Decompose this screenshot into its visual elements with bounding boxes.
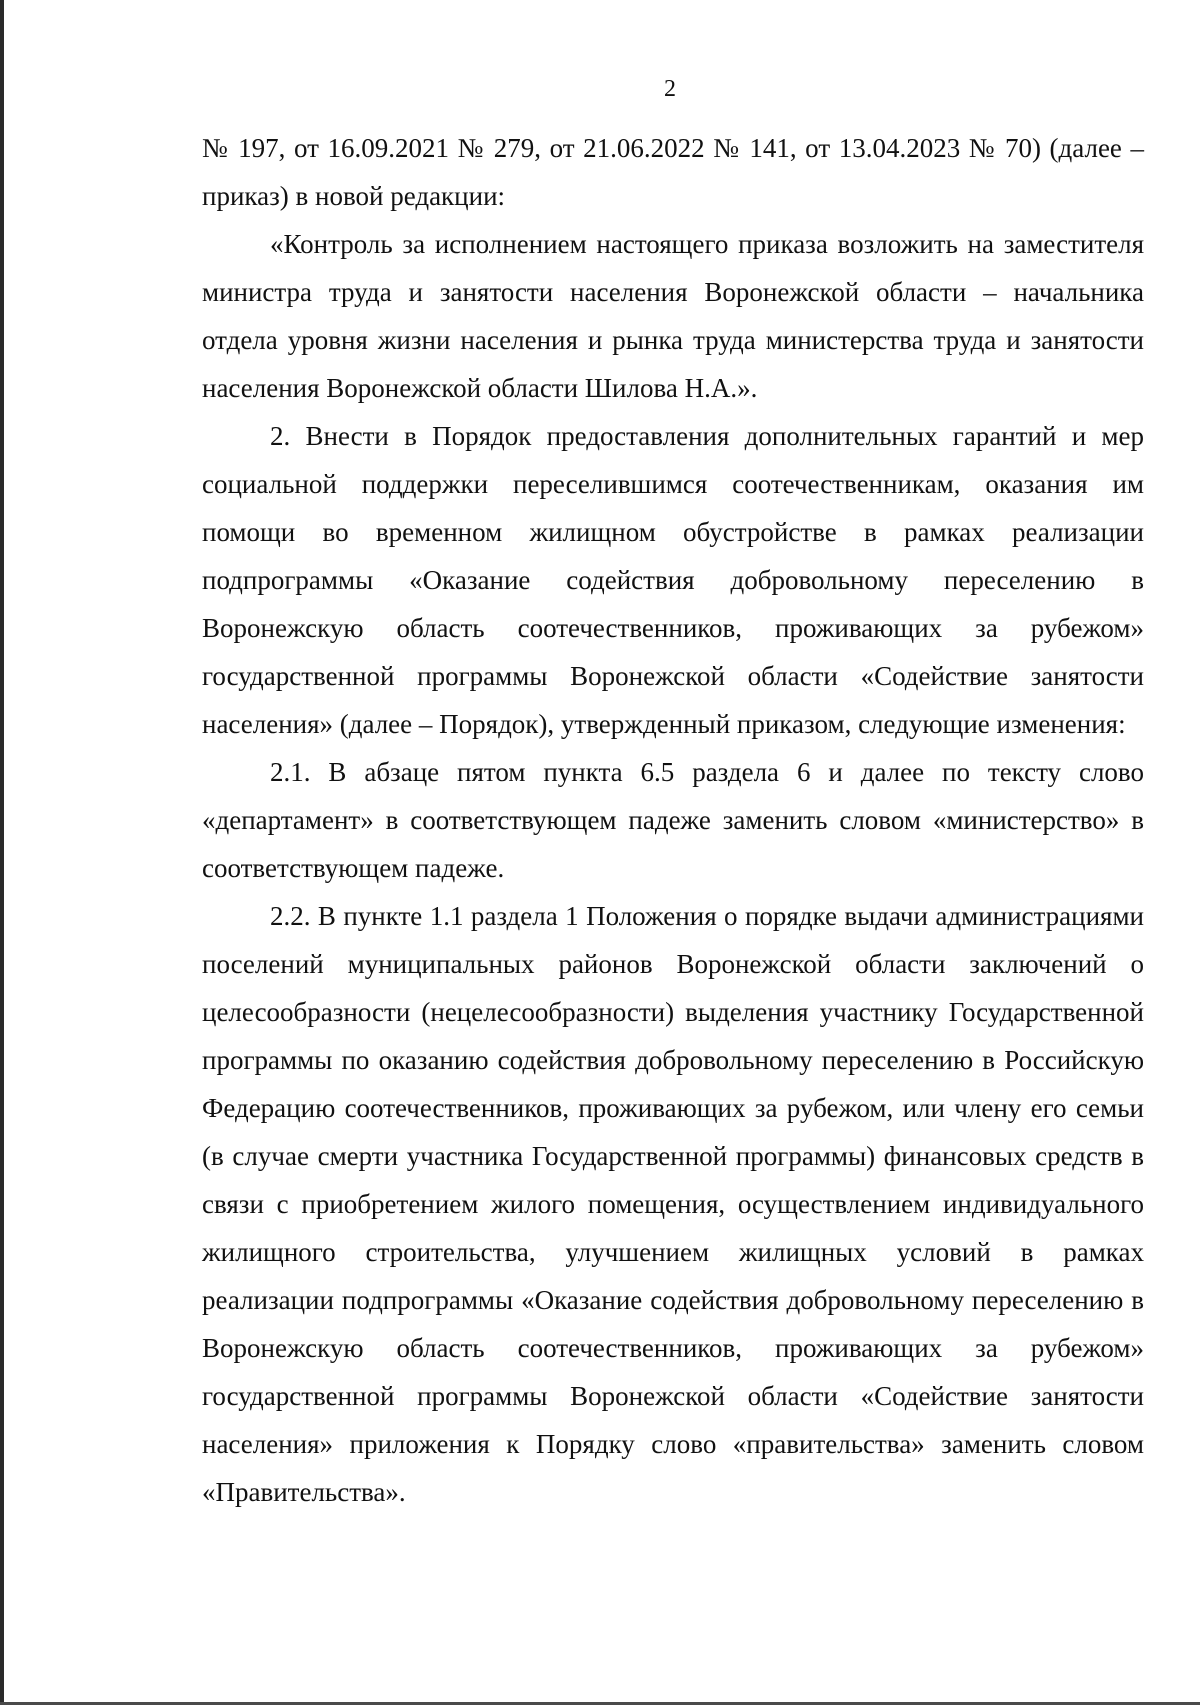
scan-edge-left <box>0 0 4 1705</box>
paragraph-control-clause: «Контроль за исполнением настоящего приказа возложить на заместителя министра труда и занятости населения Воронежской области – начальника отдела уровня жизни населения и рынка труда министерства труда и занятости населения Воронежской области Шилова Н.А.». <box>202 229 1144 403</box>
document-body <box>202 124 1144 1516</box>
page-number: 2 <box>664 76 676 102</box>
paragraph-amendment-list: № 197, от 16.09.2021 № 279, от 21.06.2022 № 141, от 13.04.2023 № 70) (далее – приказ) в новой редакции: <box>202 133 1144 211</box>
paragraph-item-2-2: 2.2. В пункте 1.1 раздела 1 Положения о порядке выдачи администрациями поселений муниципальных районов Воронежской области заключений о целесообразности (нецелесообразности) выделения участнику Государственной программы по оказанию содействия добровольному переселению в Российскую Федерацию соотечественников, проживающих за рубежом, или члену его семьи (в случае смерти участника Государственной программы) финансовых средств в связи с приобретением жилого помещения, осуществлением индивидуального жилищного строительства, улучшением жилищных условий в рамках реализации подпрограммы «Оказание содействия добровольному переселению в Воронежскую область соотечественников, проживающих за рубежом» государственной программы Воронежской области «Содействие занятости населения» приложения к Порядку слово «правительства» заменить словом «Правительства». <box>202 901 1144 1507</box>
paragraph-item-2: 2. Внести в Порядок предоставления дополнительных гарантий и мер социальной поддержки переселившимся соотечественникам, оказания им помощи во временном жилищном обустройстве в рамках реализации подпрограммы «Оказание содействия добровольному переселению в Воронежскую область соотечественников, проживающих за рубежом» государственной программы Воронежской области «Содействие занятости населения» (далее – Порядок), утвержденный приказом, следующие изменения: <box>202 421 1144 739</box>
paragraph-item-2-1: 2.1. В абзаце пятом пункта 6.5 раздела 6 и далее по тексту слово «департамент» в соответствующем падеже заменить словом «министерство» в соответствующем падеже. <box>202 757 1144 883</box>
